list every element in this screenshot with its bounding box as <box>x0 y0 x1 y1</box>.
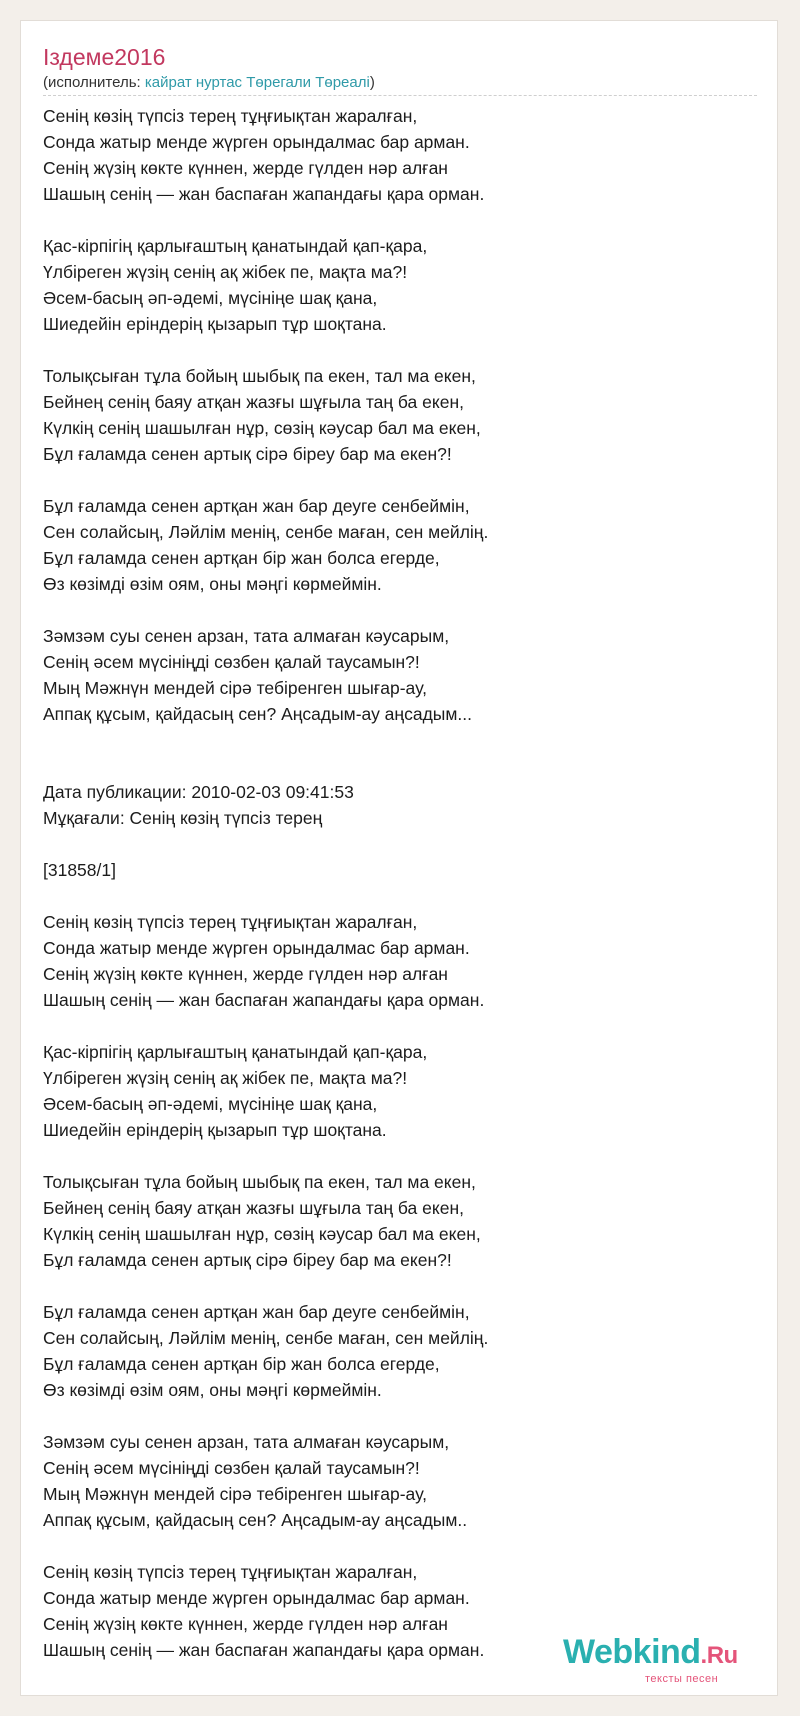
lyrics-top <box>43 103 757 727</box>
lyric-line: Сенің көзің түпсіз терең тұңғиықтан жаралған, <box>43 1562 418 1582</box>
spacer <box>43 831 757 857</box>
performer-line <box>43 74 375 91</box>
lyric-line: Шиедейін еріндерің қызарып тұр шоқтана. <box>43 314 387 334</box>
stanza-gap <box>43 1273 757 1299</box>
lyric-line: Сенің әсем мүсініңді сөзбен қалай таусамын?! <box>43 652 420 672</box>
lyric-line: Бұл ғаламда сенен артық сірә біреу бар ма екен?! <box>43 1250 452 1270</box>
performer-prefix: (исполнитель: <box>43 74 145 91</box>
lyric-line: Мың Мәжнүн мендей сірә тебіренген шығар-ау, <box>43 1484 427 1504</box>
lyric-line: Сен солайсың, Ләйлім менің, сенбе маған, сен мейлің. <box>43 1328 489 1348</box>
lyrics-body <box>43 103 757 1663</box>
lyric-line: Әсем-басың әп-әдемі, мүсініңе шақ қана, <box>43 1094 378 1114</box>
lyric-line: Үлбіреген жүзің сенің ақ жібек пе, мақта ма?! <box>43 262 408 282</box>
lyric-line: Күлкің сенің шашылған нұр, сөзің кәусар бал ма екен, <box>43 1224 481 1244</box>
performer-suffix: ) <box>369 74 375 91</box>
lyric-line: Сенің көзің түпсіз терең тұңғиықтан жаралған, <box>43 912 418 932</box>
lyrics-bottom <box>43 909 757 1663</box>
lyric-line: Сенің жүзің көкте күннен, жерде гүлден нәр алған <box>43 1614 448 1634</box>
lyric-line: Бейнең сенің баяу атқан жазғы шұғыла таң ба екен, <box>43 1198 464 1218</box>
lyric-line: Толықсыған тұла бойың шыбық па екен, тал ма екен, <box>43 1172 476 1192</box>
lyric-line: Өз көзімді өзім оям, оны мәңгі көрмеймін. <box>43 574 382 594</box>
lyric-line: Аппақ құсым, қайдасың сен? Аңсадым-ау аңсадым.. <box>43 1510 468 1530</box>
stanza-gap <box>43 1533 757 1559</box>
lyric-line: Сенің көзің түпсіз терең тұңғиықтан жаралған, <box>43 106 418 126</box>
content-card <box>20 20 778 1696</box>
lyric-line: Сонда жатыр менде жүрген орындалмас бар арман. <box>43 938 470 958</box>
publication-date: Дата публикации: 2010-02-03 09:41:53 <box>43 782 354 802</box>
webkind-logo[interactable] <box>563 1633 783 1693</box>
spacer <box>43 727 757 779</box>
stanza-gap <box>43 207 757 233</box>
lyric-line: Бұл ғаламда сенен артқан жан бар деуге сенбеймін, <box>43 1302 470 1322</box>
stanza-gap <box>43 337 757 363</box>
lyric-line: Сонда жатыр менде жүрген орындалмас бар арман. <box>43 1588 470 1608</box>
song-code: [31858/1] <box>43 860 116 880</box>
lyric-line: Бұл ғаламда сенен артқан жан бар деуге сенбеймін, <box>43 496 470 516</box>
lyric-line: Шашың сенің — жан баспаған жапандағы қара орман. <box>43 1640 485 1660</box>
lyric-line: Шиедейін еріндерің қызарып тұр шоқтана. <box>43 1120 387 1140</box>
spacer <box>43 883 757 909</box>
logo-ru-text: .Ru <box>700 1642 738 1669</box>
song-subject: Мұқағали: Сенің көзің түпсіз терең <box>43 808 323 828</box>
stanza-gap <box>43 1143 757 1169</box>
lyric-line: Мың Мәжнүн мендей сірә тебіренген шығар-ау, <box>43 678 427 698</box>
lyric-line: Қас-кірпігің қарлығаштың қанатындай қап-қара, <box>43 236 428 256</box>
lyric-line: Сенің жүзің көкте күннен, жерде гүлден нәр алған <box>43 158 448 178</box>
lyric-line: Өз көзімді өзім оям, оны мәңгі көрмеймін. <box>43 1380 382 1400</box>
lyric-line: Бұл ғаламда сенен артық сірә біреу бар ма екен?! <box>43 444 452 464</box>
stanza-gap <box>43 1403 757 1429</box>
lyric-line: Қас-кірпігің қарлығаштың қанатындай қап-қара, <box>43 1042 428 1062</box>
lyric-line: Бұл ғаламда сенен артқан бір жан болса егерде, <box>43 548 440 568</box>
lyric-line: Сенің әсем мүсініңді сөзбен қалай таусамын?! <box>43 1458 420 1478</box>
lyric-line: Бейнең сенің баяу атқан жазғы шұғыла таң ба екен, <box>43 392 464 412</box>
logo-subtitle: тексты песен <box>645 1673 719 1685</box>
lyric-line: Сен солайсың, Ләйлім менің, сенбе маған, сен мейлің. <box>43 522 489 542</box>
lyric-line: Сенің жүзің көкте күннен, жерде гүлден нәр алған <box>43 964 448 984</box>
lyric-line: Әсем-басың әп-әдемі, мүсініңе шақ қана, <box>43 288 378 308</box>
stanza-gap <box>43 1013 757 1039</box>
stanza-gap <box>43 597 757 623</box>
stanza-gap <box>43 467 757 493</box>
lyric-line: Аппақ құсым, қайдасың сен? Аңсадым-ау аңсадым... <box>43 704 472 724</box>
lyric-line: Үлбіреген жүзің сенің ақ жібек пе, мақта ма?! <box>43 1068 408 1088</box>
performer-link[interactable]: кайрат нуртас Төрегали Төреалі <box>144 74 370 91</box>
lyric-line: Зәмзәм суы сенен арзан, тата алмаған кәусарым, <box>43 626 450 646</box>
page-title: Іздеме2016 <box>43 44 166 70</box>
lyric-line: Бұл ғаламда сенен артқан бір жан болса егерде, <box>43 1354 440 1374</box>
lyric-line: Шашың сенің — жан баспаған жапандағы қара орман. <box>43 990 485 1010</box>
lyric-line: Шашың сенің — жан баспаған жапандағы қара орман. <box>43 184 485 204</box>
header-divider <box>43 95 757 96</box>
lyric-line: Толықсыған тұла бойың шыбық па екен, тал ма екен, <box>43 366 476 386</box>
lyric-line: Зәмзәм суы сенен арзан, тата алмаған кәусарым, <box>43 1432 450 1452</box>
logo-main-text: Webkind <box>563 1633 701 1671</box>
lyric-line: Сонда жатыр менде жүрген орындалмас бар арман. <box>43 132 470 152</box>
lyric-line: Күлкің сенің шашылған нұр, сөзің кәусар бал ма екен, <box>43 418 481 438</box>
